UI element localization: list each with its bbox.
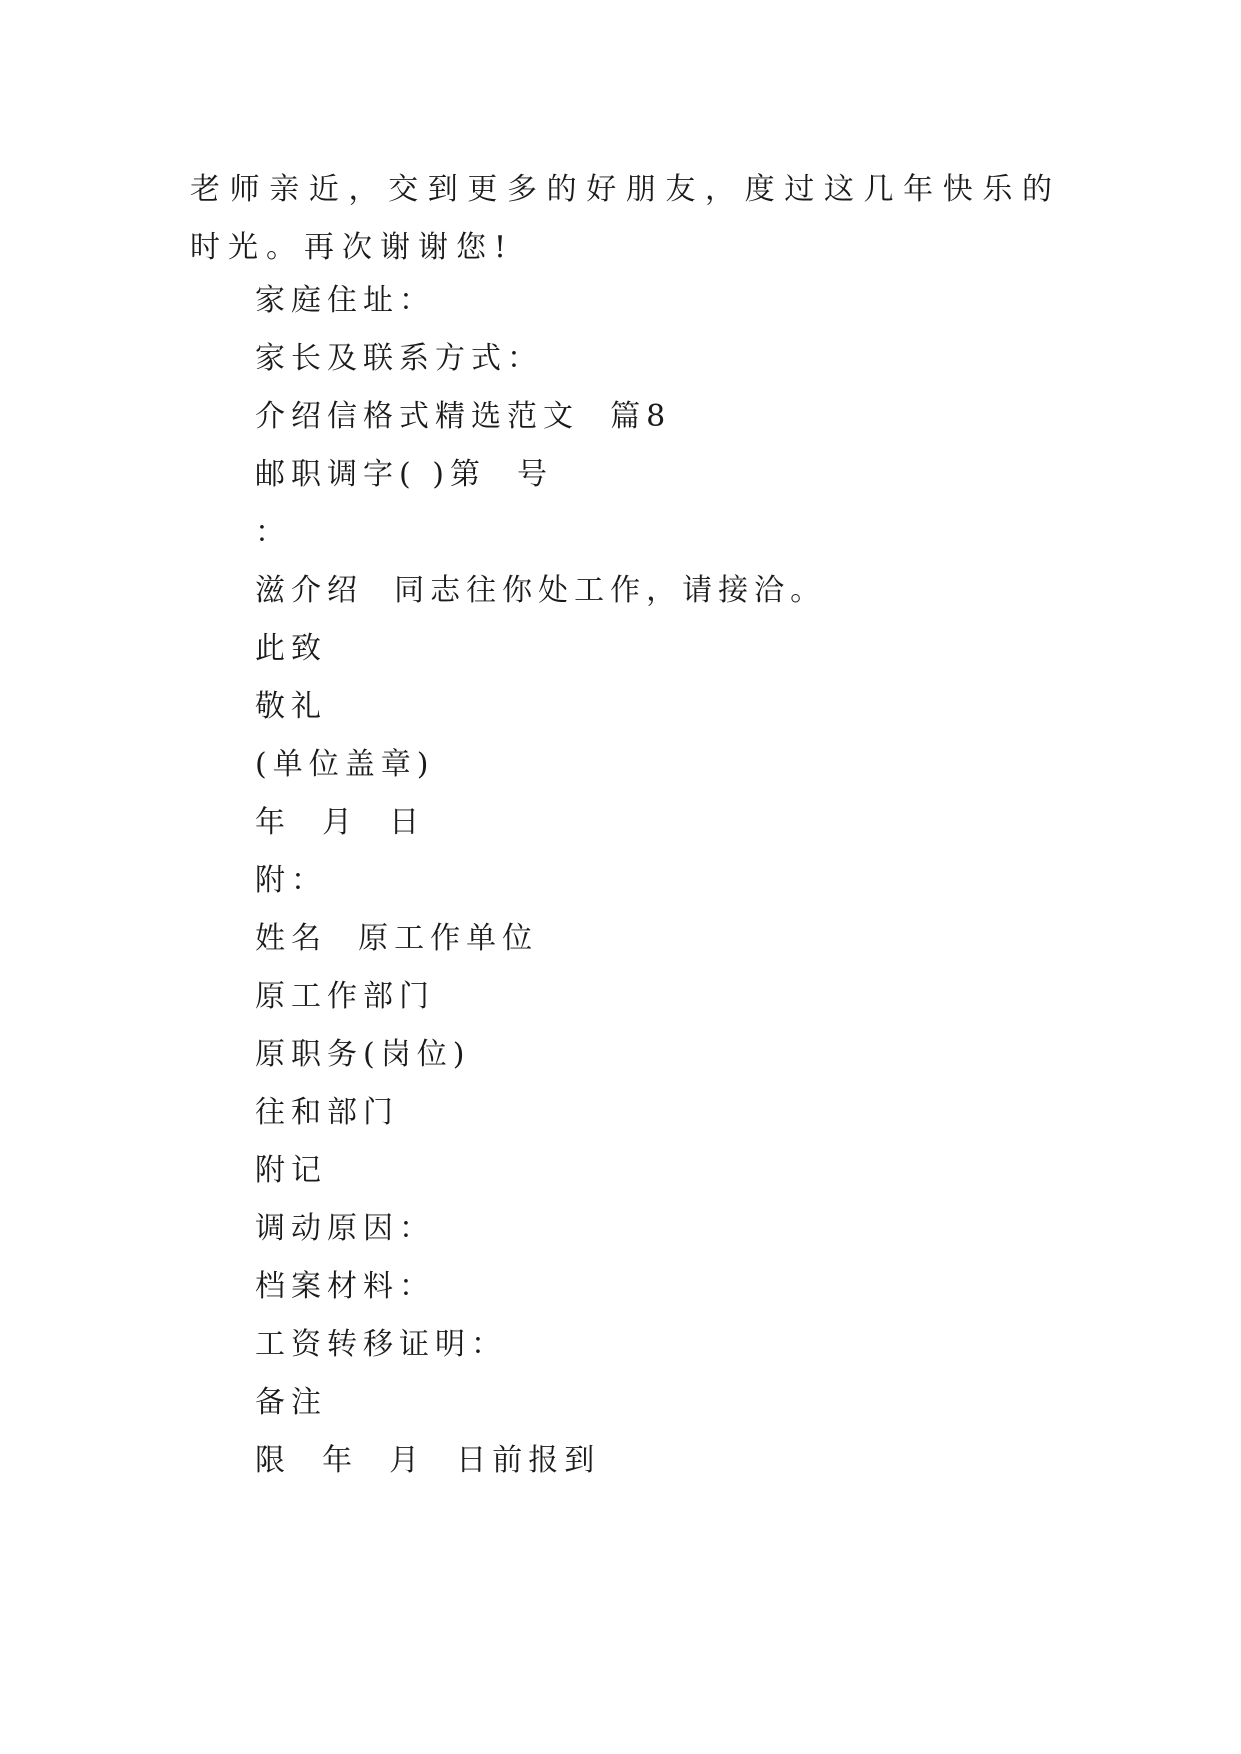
salary-transfer-line: 工资转移证明：: [255, 1327, 507, 1362]
home-address-line: 家庭住址：: [255, 283, 435, 318]
seal-line: (单位盖章): [255, 747, 435, 782]
original-department-line: 原工作部门: [255, 979, 435, 1014]
introduction-line: 滋介绍 同志往你处工作，请接洽。: [255, 573, 827, 608]
target-department-line: 往和部门: [255, 1095, 399, 1130]
salutation-line: 敬礼: [255, 689, 327, 724]
letter-body: [255, 272, 1055, 1490]
remarks-line: 备注: [255, 1385, 327, 1420]
reference-number-line: 邮职调字( )第 号: [255, 457, 554, 492]
original-position-line: 原职务(岗位): [255, 1037, 471, 1072]
closing-line: 此致: [255, 631, 327, 666]
date-line: 年 月 日: [255, 805, 426, 840]
section-heading: 介绍信格式精选范文 篇8: [255, 399, 672, 434]
transfer-reason-line: 调动原因：: [255, 1211, 435, 1246]
attachment-heading: 附：: [255, 863, 327, 898]
name-unit-line: 姓名 原工作单位: [255, 921, 539, 956]
recipient-line: ：: [255, 515, 291, 550]
archive-materials-line: 档案材料：: [255, 1269, 435, 1304]
opening-paragraph: 老师亲近，交到更多的好朋友，度过这几年快乐的时光。再次谢谢您!: [190, 172, 1060, 265]
notes-heading: 附记: [255, 1153, 327, 1188]
parent-contact-line: 家长及联系方式：: [255, 341, 543, 376]
report-deadline-line: 限 年 月 日前报到: [255, 1443, 601, 1478]
